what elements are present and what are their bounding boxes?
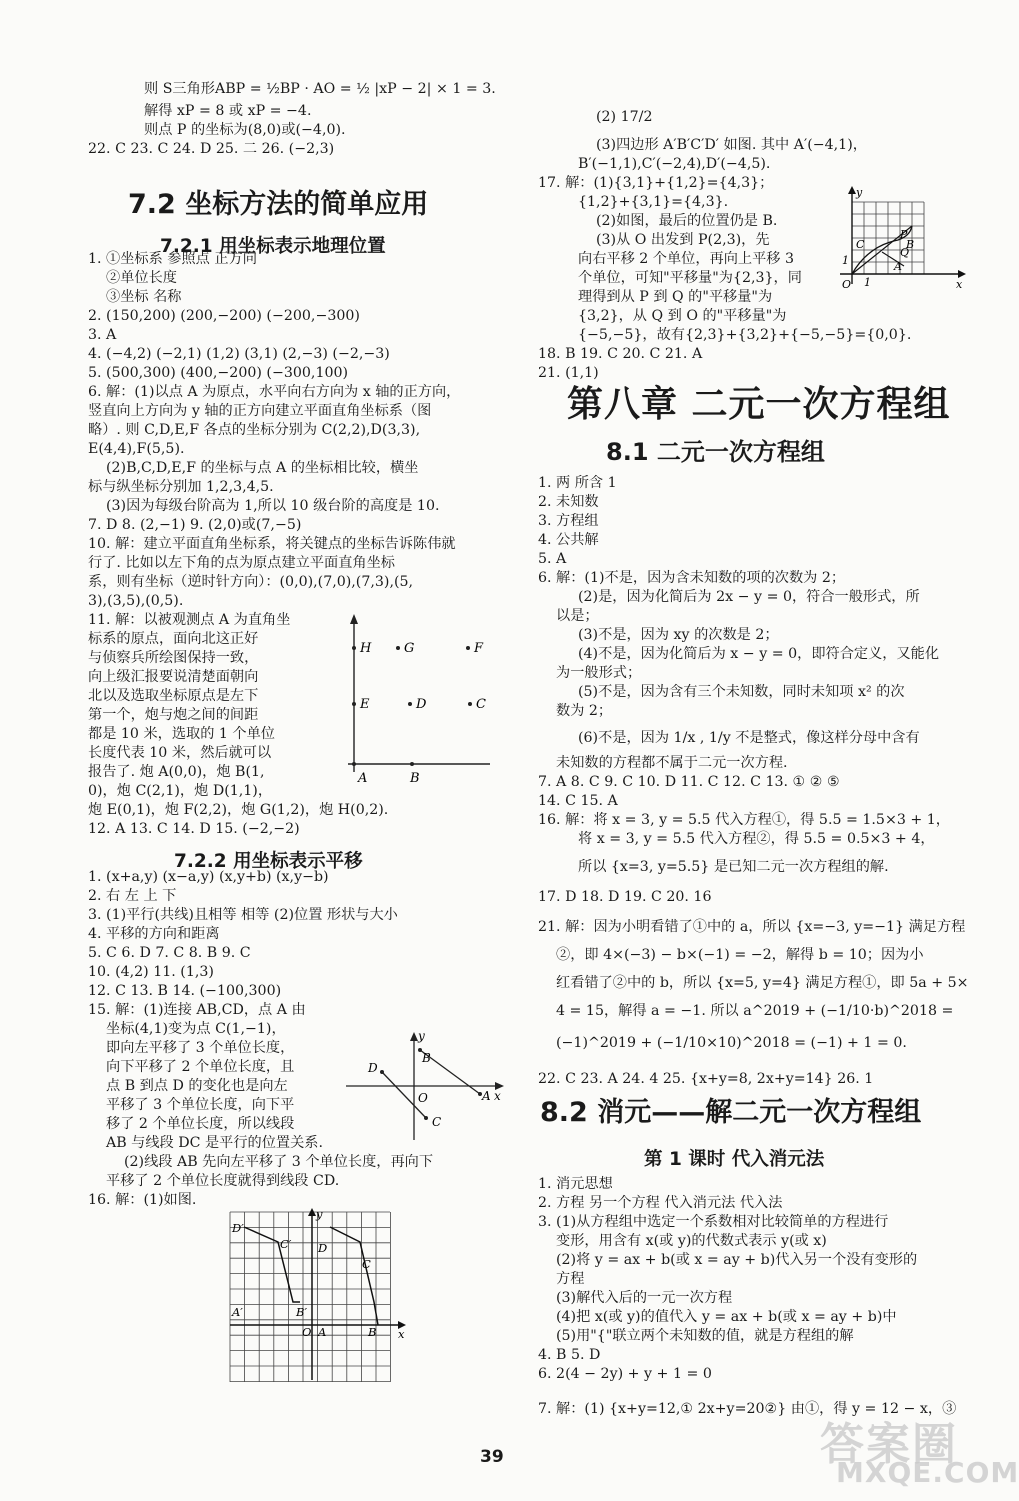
answer-line: 平移了 2 个单位长度就得到线段 CD.	[106, 1173, 340, 1189]
answer-line: 14. C 15. A	[538, 793, 618, 809]
answer-line: 标系的原点，面向北这正好	[88, 631, 259, 647]
answer-line: 1. 消元思想	[538, 1176, 613, 1192]
fig17-label-c: C	[856, 238, 865, 251]
fig16-label-c-prime: C′	[280, 1237, 292, 1251]
fig-q17-grid-diagram	[838, 186, 968, 294]
answer-line: 21. 解：因为小明看错了①中的 a，所以 {x=−3, y=−1} 满足方程	[538, 919, 966, 935]
answer-line: B′(−1,1),C′(−2,4),D′(−4,5).	[578, 156, 771, 172]
answer-line: (5)用"{"联立两个未知数的值，就是方程组的解	[556, 1328, 854, 1344]
answer-line: 都是 10 米，选取的 1 个单位	[88, 726, 275, 742]
answer-line: 11. 解：以被观测点 A 为直角坐	[88, 612, 291, 628]
watermark-logo: 答案圈	[820, 1419, 958, 1470]
fig11-label-d: D	[416, 697, 427, 712]
answer-line: 3. 方程组	[538, 513, 599, 529]
subsection-heading-7-2-2: 7.2.2 用坐标表示平移	[174, 851, 363, 872]
fig17-label-b: B	[906, 238, 915, 251]
answer-line: 平移了 3 个单位长度，向下平	[106, 1097, 295, 1113]
answer-line: 7. D 8. (2,−1) 9. (2,0)或(7,−5)	[88, 517, 302, 533]
answer-line: ②，即 4×(−3) − b×(−1) = −2，解得 b = 10；因为小	[556, 947, 924, 963]
answer-line: 则点 P 的坐标为(8,0)或(−4,0).	[144, 122, 346, 138]
answer-line: 1. (x+a,y) (x−a,y) (x,y+b) (x,y−b)	[88, 869, 329, 885]
answer-line: (2)如图，最后的位置仍是 B.	[596, 213, 778, 229]
answer-line: 个单位，可知"平移量"为{2,3}，同	[578, 270, 802, 286]
fig11-label-c: C	[476, 697, 486, 712]
answer-line: {1,2}+{3,1}={4,3}.	[578, 194, 729, 210]
answer-line: 行了. 比如以左下角的点为原点建立平面直角坐标	[88, 555, 395, 571]
fig11-label-g: G	[404, 641, 415, 656]
answer-line: (4)把 x(或 y)的值代入 y = ax + b(或 x = ay + b)中	[556, 1309, 897, 1325]
fig17-label-one-y: 1	[842, 254, 849, 267]
answer-line: 点 B 到点 D 的变化也是向左	[106, 1078, 288, 1094]
fig16-label-c: C	[362, 1257, 371, 1271]
answer-line: 数为 2；	[556, 703, 613, 719]
answer-line: (3)四边形 A′B′C′D′ 如图. 其中 A′(−4,1)，	[596, 137, 867, 153]
fig11-label-e: E	[360, 697, 370, 712]
answer-line: (6)不是，因为 1/x , 1/y 不是整式，像这样分母中含有	[578, 730, 920, 746]
answer-line: 坐标(4,1)变为点 C(1,−1)，	[106, 1021, 286, 1037]
answer-line: 所以 {x=3, y=5.5} 是已知二元一次方程组的解.	[578, 859, 889, 875]
answer-line: 6. 解：(1)以点 A 为原点，水平向右方向为 x 轴的正方向，	[88, 384, 461, 400]
answer-line: 炮 E(0,1)，炮 F(2,2)，炮 G(1,2)，炮 H(0,2).	[88, 802, 389, 818]
fig17-label-p: P	[900, 228, 908, 241]
answer-line: 21. (1,1)	[538, 365, 599, 381]
answer-line: 向右平移 2 个单位，再向上平移 3	[578, 251, 795, 267]
answer-line: 2. (150,200) (200,−200) (−200,−300)	[88, 308, 360, 324]
subsection-heading-7-2-1: 7.2.1 用坐标表示地理位置	[160, 236, 386, 257]
fig16-label-d: D	[318, 1241, 328, 1255]
answer-line: 标与纵坐标分别加 1,2,3,4,5.	[88, 479, 274, 495]
answer-line: 7. 解：(1) {x+y=12,① 2x+y=20②} 由①，得 y = 12 − x，③	[538, 1401, 957, 1417]
answer-line: 5. C 6. D 7. C 8. B 9. C	[88, 945, 251, 961]
answer-line: 为一般形式；	[556, 665, 642, 681]
fig16-label-a-prime: A′	[232, 1305, 243, 1319]
fig16-label-x: x	[398, 1327, 405, 1341]
answer-line: 2. 方程 另一个方程 代入消元法 代入法	[538, 1195, 783, 1211]
fig11-label-f: F	[474, 641, 484, 656]
answer-line: 略）. 则 C,D,E,F 各点的坐标分别为 C(2,2),D(3,3),	[88, 422, 421, 438]
answer-line: 5. (500,300) (400,−200) (−300,100)	[88, 365, 349, 381]
fig16-label-a: A	[318, 1325, 327, 1339]
answer-line: (2)将 y = ax + b(或 x = ay + b)代入另一个没有变形的	[556, 1252, 918, 1268]
answer-line: 0)，炮 C(2,1)，炮 D(1,1)，	[88, 783, 273, 799]
answer-line: 理得到从 P 到 Q 的"平移量"为	[578, 289, 773, 305]
answer-line: 3),(3,5),(0,5).	[88, 593, 184, 609]
answer-line: 4. 公共解	[538, 532, 599, 548]
fig17-label-x: x	[956, 278, 963, 291]
answer-line: 3. (1)平行(共线)且相等 相等 (2)位置 形状与大小	[88, 907, 398, 923]
answer-line: 7. A 8. C 9. C 10. D 11. C 12. C 13. ① ② ⑤	[538, 774, 840, 790]
answer-line: 4 = 15，解得 a = −1. 所以 a^2019 + (−1/10·b)^2018 =	[556, 1003, 954, 1019]
fig-q16-grid-diagram	[226, 1208, 416, 1388]
fig15-label-o: O	[418, 1091, 428, 1105]
answer-line: 12. A 13. C 14. D 15. (−2,−2)	[88, 821, 300, 837]
fig-q11-coordinate-diagram	[340, 612, 500, 792]
answer-line: 解得 xP = 8 或 xP = −4.	[144, 103, 312, 119]
answer-line: 则 S三角形ABP = ½BP · AO = ½ |xP − 2| × 1 = 3.	[144, 81, 496, 97]
answer-line: (2)B,C,D,E,F 的坐标与点 A 的坐标相比较，横坐	[106, 460, 419, 476]
answer-line: 竖直向上方向为 y 轴的正方向建立平面直角坐标系（图	[88, 403, 432, 419]
answer-line: 将 x = 3, y = 5.5 代入方程②，得 5.5 = 0.5×3 + 4，	[578, 831, 935, 847]
answer-line: 4. B 5. D	[538, 1347, 601, 1363]
answer-line: 1. 两 所含 1	[538, 475, 617, 491]
answer-line: 报告了. 炮 A(0,0)，炮 B(1,	[88, 764, 265, 780]
answer-line: AB 与线段 DC 是平行的位置关系.	[106, 1135, 324, 1151]
answer-line: 4. 平移的方向和距离	[88, 926, 220, 942]
answer-line: (−1)^2019 + (−1/10×10)^2018 = (−1) + 1 = 0.	[556, 1035, 907, 1051]
answer-line: 变形，用含有 x(或 y)的代数式表示 y(或 x)	[556, 1233, 827, 1249]
answer-line: 16. 解：(1)如图.	[88, 1192, 197, 1208]
section-heading-7-2: 7.2 坐标方法的简单应用	[128, 189, 429, 220]
answer-line: (2) 17/2	[596, 109, 653, 125]
page-number: 39	[480, 1447, 504, 1467]
answer-line: 2. 右 左 上 下	[88, 888, 177, 904]
section-heading-8-1: 8.1 二元一次方程组	[606, 438, 825, 466]
answer-line: 向下平移了 2 个单位长度，且	[106, 1059, 295, 1075]
answer-line: 红看错了②中的 b，所以 {x=5, y=4} 满足方程①，即 5a + 5×	[556, 975, 969, 991]
answer-line: 系，则有坐标（逆时针方向）：(0,0),(7,0),(7,3),(5,	[88, 574, 414, 590]
answer-line: 2. 未知数	[538, 494, 599, 510]
answer-line: 12. C 13. B 14. (−100,300)	[88, 983, 282, 999]
fig11-label-h: H	[360, 641, 372, 656]
answer-line: (3)从 O 出发到 P(2,3)，先	[596, 232, 770, 248]
fig15-label-y: y	[418, 1029, 425, 1043]
fig15-label-b: B	[422, 1051, 431, 1065]
answer-line: (3)解代入后的一元一次方程	[556, 1290, 733, 1306]
fig17-label-one-x: 1	[864, 276, 871, 289]
answer-line: 与侦察兵所绘图保持一致，	[88, 650, 259, 666]
answer-line: 向上级汇报要说清楚面朝向	[88, 669, 259, 685]
answer-line: 4. (−4,2) (−2,1) (1,2) (3,1) (2,−3) (−2,−3)	[88, 346, 390, 362]
fig11-label-b: B	[410, 771, 420, 786]
answer-line: 10. 解：建立平面直角坐标系，将关键点的坐标告诉陈伟就	[88, 536, 456, 552]
answer-line: 3. (1)从方程组中选定一个系数相对比较简单的方程进行	[538, 1214, 889, 1230]
fig16-label-b-prime: B′	[296, 1305, 308, 1319]
answer-line: 10. (4,2) 11. (1,3)	[88, 964, 214, 980]
answer-line: 北以及选取坐标原点是左下	[88, 688, 259, 704]
answer-line: (2)是，因为化简后为 2x − y = 0，符合一般形式，所	[578, 589, 920, 605]
fig15-label-a: A	[482, 1089, 491, 1103]
answer-line: E(4,4),F(5,5).	[88, 441, 185, 457]
answer-line: 15. 解：(1)连接 AB,CD，点 A 由	[88, 1002, 306, 1018]
answer-line: 移了 2 个单位长度，所以线段	[106, 1116, 295, 1132]
answer-line: {3,2}，从 Q 到 O 的"平移量"为	[578, 308, 787, 324]
answer-line: {−5,−5}，故有{2,3}+{3,2}+{−5,−5}={0,0}.	[578, 327, 912, 343]
fig17-label-a: A	[894, 260, 902, 273]
fig16-label-d-prime: D′	[232, 1221, 244, 1235]
fig16-label-y: y	[316, 1207, 323, 1221]
fig11-label-a: A	[358, 771, 368, 786]
answer-line: 3. A	[88, 327, 117, 343]
answer-line: 18. B 19. C 20. C 21. A	[538, 346, 703, 362]
answer-line: (3)因为每级台阶高为 1,所以 10 级台阶的高度是 10.	[106, 498, 440, 514]
answer-line: 6. 2(4 − 2y) + y + 1 = 0	[538, 1366, 712, 1382]
answer-line: 16. 解：将 x = 3, y = 5.5 代入方程①，得 5.5 = 1.5×3 + 1，	[538, 812, 950, 828]
answer-line: 17. D 18. D 19. C 20. 16	[538, 889, 712, 905]
chapter-heading: 第八章 二元一次方程组	[567, 384, 951, 425]
watermark-url: MXQE.COM	[836, 1456, 1019, 1489]
section-heading-8-2: 8.2 消元——解二元一次方程组	[540, 1097, 922, 1128]
fig17-label-o: O	[842, 278, 852, 291]
answer-line: (3)不是，因为 xy 的次数是 2；	[578, 627, 779, 643]
answer-line: 6. 解：(1)不是，因为含未知数的项的次数为 2；	[538, 570, 846, 586]
answer-line: 第一个，炮与炮之间的间距	[88, 707, 259, 723]
answer-line: 1. ①坐标系 参照点 正方向	[88, 251, 257, 267]
answer-line: 17. 解：(1){3,1}+{1,2}={4,3}；	[538, 175, 774, 191]
answer-line: 未知数的方程都不属于二元一次方程.	[556, 755, 788, 771]
lesson-heading: 第 1 课时 代入消元法	[644, 1149, 825, 1170]
fig15-label-x: x	[494, 1089, 501, 1103]
answer-line: (4)不是，因为化简后为 x − y = 0，即符合定义，又能化	[578, 646, 940, 662]
fig-q15-translation-diagram	[346, 1029, 506, 1142]
answer-line: (5)不是，因为含有三个未知数，同时未知项 x² 的次	[578, 684, 905, 700]
answer-line: (2)线段 AB 先向左平移了 3 个单位长度，再向下	[124, 1154, 434, 1170]
answer-line: 方程	[556, 1271, 585, 1287]
fig15-label-c: C	[432, 1115, 442, 1129]
answer-line: ③坐标 名称	[106, 289, 182, 305]
answer-line: 即向左平移了 3 个单位长度，	[106, 1040, 295, 1056]
answer-line: ②单位长度	[106, 270, 177, 286]
fig17-label-y: y	[856, 186, 863, 199]
fig15-label-d: D	[368, 1061, 378, 1075]
answer-line: 长度代表 10 米，然后就可以	[88, 745, 272, 761]
fig16-label-o: O	[302, 1325, 312, 1339]
fig17-label-q: Q	[900, 246, 910, 259]
answer-line: 以是；	[556, 608, 599, 624]
answer-line: 5. A	[538, 551, 567, 567]
fig16-label-b: B	[368, 1325, 377, 1339]
answer-line: 22. C 23. C 24. D 25. 二 26. (−2,3)	[88, 141, 335, 157]
answer-line: 22. C 23. A 24. 4 25. {x+y=8, 2x+y=14} 26. 1	[538, 1071, 874, 1087]
